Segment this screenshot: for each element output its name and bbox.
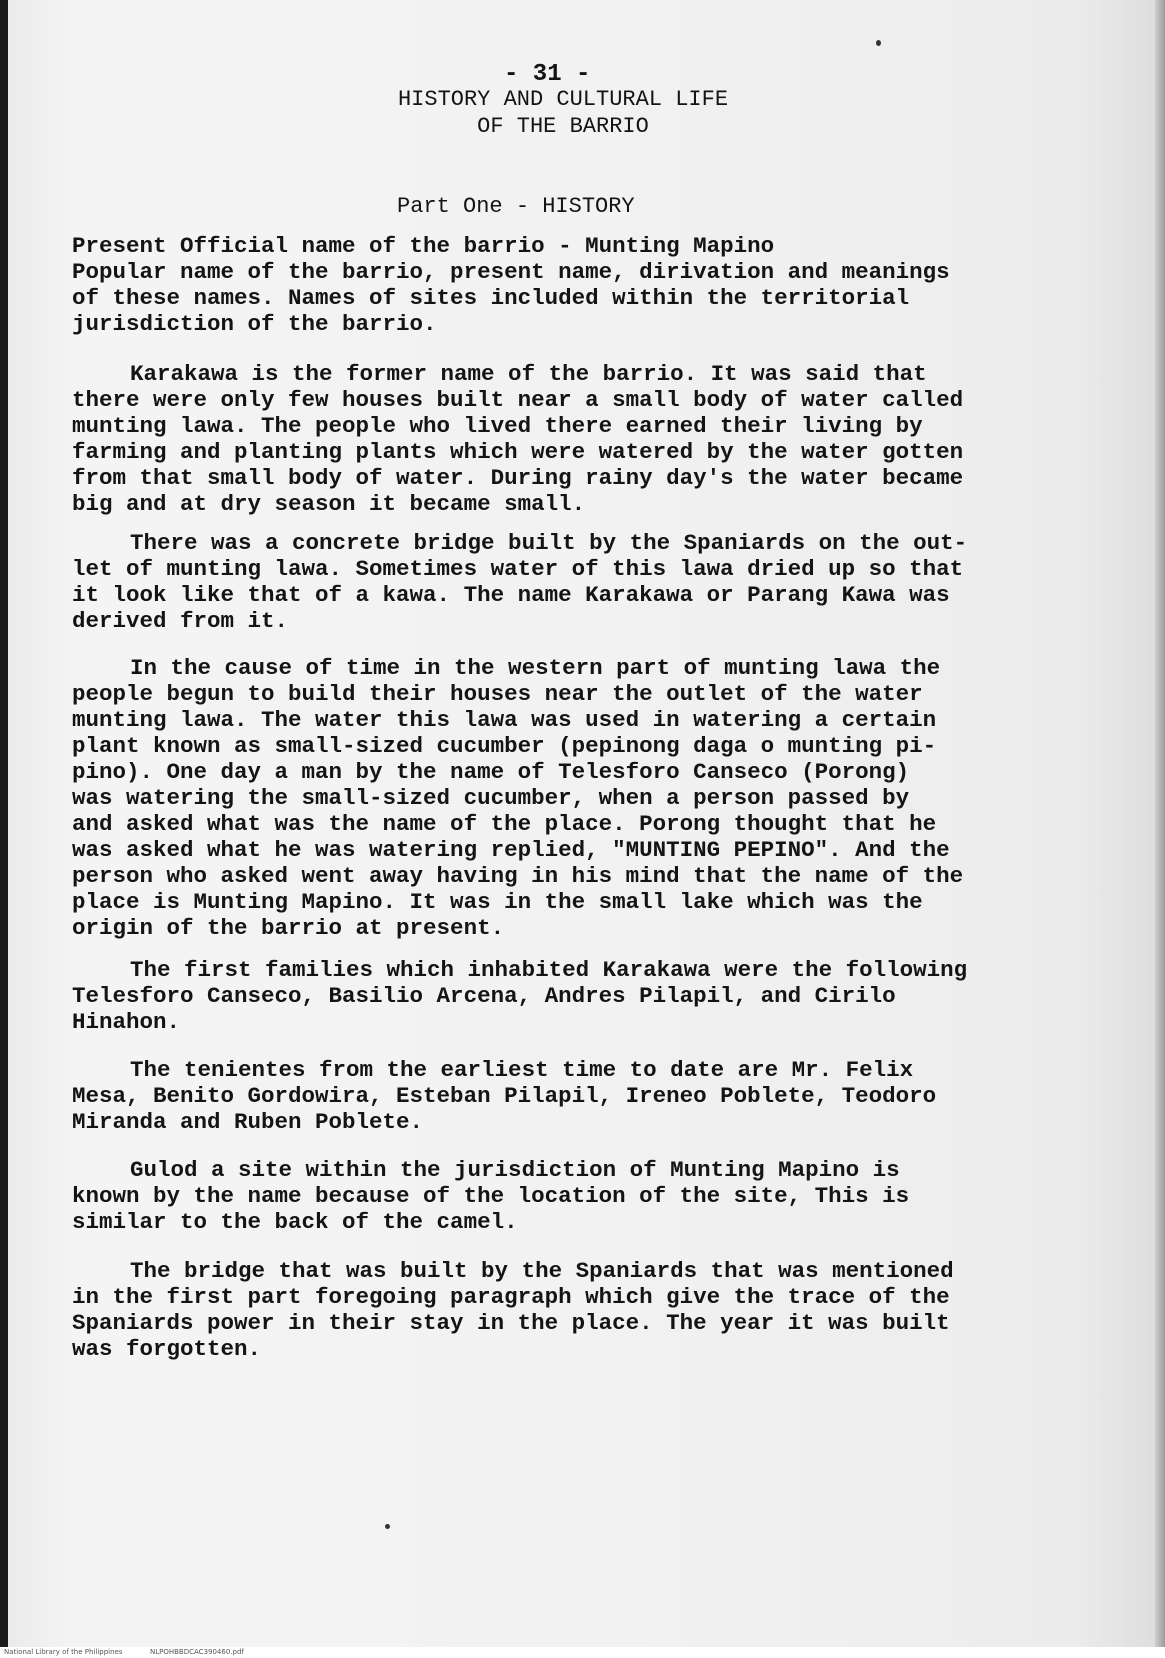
- intro-block: [72, 233, 1092, 337]
- intro-line: jurisdiction of the barrio.: [72, 311, 437, 337]
- paragraph-line: pino). One day a man by the name of Telesforo Canseco (Porong): [72, 759, 910, 785]
- paragraph-line: munting lawa. The water this lawa was used in watering a certain: [72, 707, 937, 733]
- paragraph-spanish-bridge: [72, 1258, 1092, 1362]
- paragraph-line: The first families which inhabited Karakawa were the following: [130, 957, 968, 983]
- paragraph-line: plant known as small-sized cucumber (pepinong daga o munting pi-: [72, 733, 937, 759]
- paragraph-line: Karakawa is the former name of the barrio. It was said that: [130, 361, 927, 387]
- intro-line: of these names. Names of sites included within the territorial: [72, 285, 910, 311]
- scan-footer: [0, 1647, 1165, 1658]
- paragraph-line: from that small body of water. During rainy day's the water became: [72, 465, 964, 491]
- page-number: - 31 -: [504, 61, 591, 88]
- paragraph-line: and asked what was the name of the place. Porong thought that he: [72, 811, 937, 837]
- paragraph-tenientes: [72, 1057, 1092, 1135]
- paragraph-line: was forgotten.: [72, 1336, 262, 1362]
- paragraph-line: Miranda and Ruben Poblete.: [72, 1109, 424, 1135]
- title-line: OF THE BARRIO: [477, 114, 649, 139]
- paragraph-line: Spaniards power in their stay in the place. The year it was built: [72, 1310, 950, 1336]
- paragraph-line: in the first part foregoing paragraph which give the trace of the: [72, 1284, 950, 1310]
- paragraph-line: There was a concrete bridge built by the Spaniards on the out-: [130, 530, 968, 556]
- paragraph-line: munting lawa. The people who lived there earned their living by: [72, 413, 923, 439]
- paragraph-line: Mesa, Benito Gordowira, Esteban Pilapil, Ireneo Poblete, Teodoro: [72, 1083, 937, 1109]
- paragraph-line: Telesforo Canseco, Basilio Arcena, Andres Pilapil, and Cirilo: [72, 983, 896, 1009]
- paragraph-karakawa: [72, 361, 1092, 517]
- paragraph-line: The tenientes from the earliest time to date are Mr. Felix: [130, 1057, 914, 1083]
- paragraph-line: origin of the barrio at present.: [72, 915, 505, 941]
- intro-line: Popular name of the barrio, present name, dirivation and meanings: [72, 259, 950, 285]
- paragraph-first-families: [72, 957, 1092, 1035]
- paragraph-line: was asked what he was watering replied, "MUNTING PEPINO". And the: [72, 837, 950, 863]
- paragraph-gulod: [72, 1157, 1092, 1235]
- paragraph-line: was watering the small-sized cucumber, when a person passed by: [72, 785, 910, 811]
- paragraph-line: let of munting lawa. Sometimes water of this lawa dried up so that: [72, 556, 964, 582]
- paragraph-line: person who asked went away having in his mind that the name of the: [72, 863, 964, 889]
- paragraph-line: Gulod a site within the jurisdiction of Munting Mapino is: [130, 1157, 900, 1183]
- paragraph-line: known by the name because of the location of the site, This is: [72, 1183, 910, 1209]
- paragraph-line: The bridge that was built by the Spaniards that was mentioned: [130, 1258, 954, 1284]
- paragraph-line: farming and planting plants which were watered by the water gotten: [72, 439, 964, 465]
- paragraph-line: In the cause of time in the western part of munting lawa the: [130, 655, 941, 681]
- paragraph-line: Hinahon.: [72, 1009, 181, 1035]
- paragraph-bridge: [72, 530, 1092, 634]
- paragraph-line: big and at dry season it became small.: [72, 491, 586, 517]
- document-title: [363, 86, 763, 140]
- paragraph-line: derived from it.: [72, 608, 289, 634]
- paragraph-line: similar to the back of the camel.: [72, 1209, 518, 1235]
- paragraph-munting-pepino: [72, 655, 1092, 941]
- title-line: HISTORY AND CULTURAL LIFE: [397, 87, 729, 112]
- part-heading: Part One - HISTORY: [397, 194, 635, 219]
- paragraph-line: it look like that of a kawa. The name Karakawa or Parang Kawa was: [72, 582, 950, 608]
- footer-file: NLPOHBBDCAC390460.pdf: [150, 1648, 244, 1656]
- footer-library: National Library of the Philippines: [4, 1648, 123, 1656]
- intro-line: Present Official name of the barrio - Munting Mapino: [72, 233, 775, 259]
- paragraph-line: there were only few houses built near a small body of water called: [72, 387, 964, 413]
- paragraph-line: place is Munting Mapino. It was in the small lake which was the: [72, 889, 923, 915]
- paragraph-line: people begun to build their houses near the outlet of the water: [72, 681, 923, 707]
